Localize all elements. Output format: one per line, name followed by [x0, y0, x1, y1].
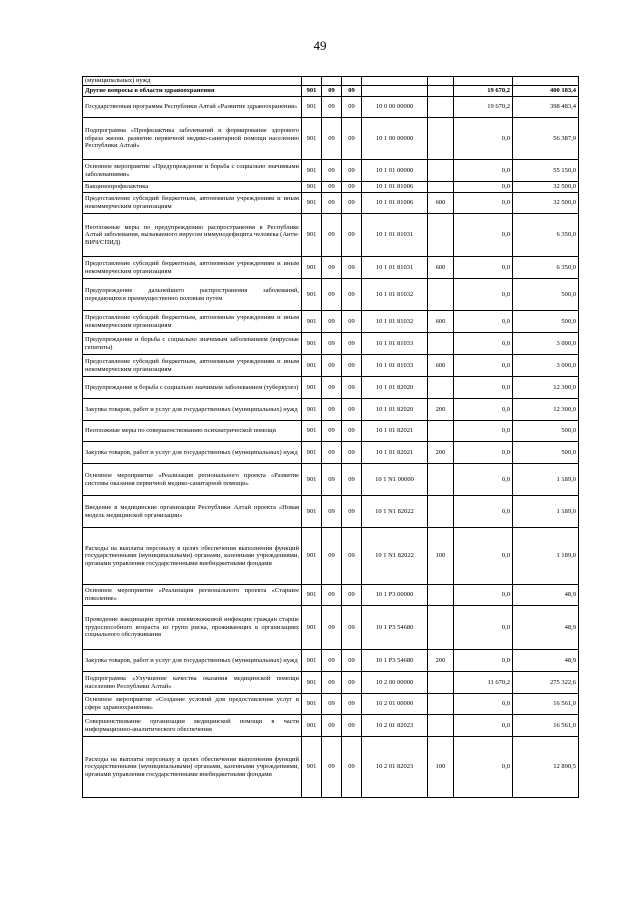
expense-type-cell: 600 — [428, 311, 454, 333]
subsection-code-cell: 09 — [342, 528, 362, 585]
target-article-cell: 10 1 01 81033 — [362, 333, 428, 355]
amount-first-cell: 0,0 — [454, 160, 513, 182]
subsection-code-cell: 09 — [342, 182, 362, 193]
admin-code-cell: 901 — [302, 496, 322, 528]
amount-first-cell: 0,0 — [454, 118, 513, 160]
target-article-cell: 10 2 00 00000 — [362, 672, 428, 694]
subsection-code-cell: 09 — [342, 585, 362, 606]
table-row — [83, 118, 579, 160]
row-name-cell: Подпрограмма «Профилактика заболеваний и формирование здорового образа жизни. развитие первичной медико-санитарной помощи населению Республики Алтай» — [83, 118, 302, 160]
section-code-cell: 09 — [322, 86, 342, 97]
admin-code-cell: 901 — [302, 160, 322, 182]
admin-code-cell: 901 — [302, 86, 322, 97]
amount-second-cell: 32 500,0 — [513, 193, 579, 214]
table-row — [83, 694, 579, 715]
target-article-cell: 10 1 N1 82022 — [362, 496, 428, 528]
expense-type-cell — [428, 694, 454, 715]
amount-first-cell: 11 670,2 — [454, 672, 513, 694]
amount-first-cell: 19 670,2 — [454, 97, 513, 118]
amount-second-cell: 398 483,4 — [513, 97, 579, 118]
amount-first-cell: 0,0 — [454, 214, 513, 257]
section-code-cell: 09 — [322, 160, 342, 182]
section-code-cell: 09 — [322, 257, 342, 279]
amount-first-cell: 0,0 — [454, 355, 513, 377]
row-name-cell: Закупка товаров, работ и услуг для государственных (муниципальных) нужд — [83, 650, 302, 672]
subsection-code-cell: 09 — [342, 399, 362, 421]
row-name-cell: Государственная программа Республики Алтай «Развитие здравоохранения» — [83, 97, 302, 118]
target-article-cell: 10 1 01 82021 — [362, 421, 428, 442]
row-name-cell: Основное мероприятие «Создание условий для предоставления услуг в сфере здравоохранения» — [83, 694, 302, 715]
section-code-cell: 09 — [322, 118, 342, 160]
row-name-cell: Предоставление субсидий бюджетным, автономным учреждениям и иным некоммерческим организациям — [83, 311, 302, 333]
target-article-cell: 10 1 01 82020 — [362, 377, 428, 399]
target-article-cell: 10 1 01 81032 — [362, 279, 428, 311]
section-code-cell: 09 — [322, 694, 342, 715]
amount-second-cell: 400 183,4 — [513, 86, 579, 97]
section-code-cell: 09 — [322, 496, 342, 528]
amount-second-cell — [513, 77, 579, 86]
amount-first-cell: 0,0 — [454, 257, 513, 279]
expense-type-cell — [428, 77, 454, 86]
subsection-code-cell: 09 — [342, 442, 362, 464]
expense-type-cell — [428, 97, 454, 118]
row-name-cell: Расходы на выплаты персоналу в целях обеспечения выполнения функций государственными (муниципальными) органами, казенными учреждениями, органами управления государственными внебюджетными фондами — [83, 528, 302, 585]
expense-type-cell — [428, 182, 454, 193]
row-name-cell: Предупреждение и борьба с социально значимым заболеванием (вирусные гепатиты) — [83, 333, 302, 355]
section-code-cell: 09 — [322, 377, 342, 399]
target-article-cell: 10 1 P3 54680 — [362, 606, 428, 650]
admin-code-cell: 901 — [302, 257, 322, 279]
section-code-cell: 09 — [322, 182, 342, 193]
amount-second-cell: 48,9 — [513, 585, 579, 606]
table-row — [83, 442, 579, 464]
target-article-cell: 10 1 01 82021 — [362, 442, 428, 464]
table-row — [83, 377, 579, 399]
row-name-cell: Основное мероприятие «Реализация регионального проекта «Развитие системы оказания первичной медико-санитарной помощи» — [83, 464, 302, 496]
amount-second-cell: 500,0 — [513, 311, 579, 333]
budget-table — [82, 76, 579, 798]
amount-second-cell: 12 300,0 — [513, 377, 579, 399]
target-article-cell: 10 1 01 81031 — [362, 214, 428, 257]
section-code-cell: 09 — [322, 421, 342, 442]
row-name-cell: Основное мероприятие «Реализация регионального проекта «Старшее поколение» — [83, 585, 302, 606]
admin-code-cell: 901 — [302, 694, 322, 715]
amount-first-cell — [454, 77, 513, 86]
table-row — [83, 86, 579, 97]
table-row — [83, 650, 579, 672]
expense-type-cell — [428, 606, 454, 650]
subsection-code-cell: 09 — [342, 311, 362, 333]
table-row — [83, 606, 579, 650]
amount-first-cell: 0,0 — [454, 279, 513, 311]
section-code-cell — [322, 77, 342, 86]
target-article-cell: 10 2 01 82023 — [362, 715, 428, 737]
expense-type-cell: 200 — [428, 650, 454, 672]
subsection-code-cell: 09 — [342, 355, 362, 377]
expense-type-cell: 600 — [428, 355, 454, 377]
table-row — [83, 77, 579, 86]
amount-first-cell: 0,0 — [454, 193, 513, 214]
table-row — [83, 182, 579, 193]
expense-type-cell: 600 — [428, 257, 454, 279]
table-row — [83, 214, 579, 257]
admin-code-cell: 901 — [302, 279, 322, 311]
section-code-cell: 09 — [322, 672, 342, 694]
section-code-cell: 09 — [322, 311, 342, 333]
target-article-cell: 10 1 N1 82022 — [362, 528, 428, 585]
admin-code-cell: 901 — [302, 715, 322, 737]
section-code-cell: 09 — [322, 442, 342, 464]
expense-type-cell — [428, 160, 454, 182]
amount-second-cell: 500,0 — [513, 421, 579, 442]
table-row — [83, 496, 579, 528]
section-code-cell: 09 — [322, 606, 342, 650]
expense-type-cell — [428, 214, 454, 257]
admin-code-cell: 901 — [302, 442, 322, 464]
target-article-cell: 10 1 N1 00000 — [362, 464, 428, 496]
amount-second-cell: 500,0 — [513, 279, 579, 311]
target-article-cell — [362, 77, 428, 86]
admin-code-cell: 901 — [302, 333, 322, 355]
table-row — [83, 464, 579, 496]
admin-code-cell: 901 — [302, 421, 322, 442]
table-row — [83, 279, 579, 311]
amount-first-cell: 0,0 — [454, 399, 513, 421]
table-row — [83, 737, 579, 798]
target-article-cell: 10 0 00 00000 — [362, 97, 428, 118]
amount-second-cell: 56 387,9 — [513, 118, 579, 160]
admin-code-cell — [302, 77, 322, 86]
amount-first-cell: 0,0 — [454, 650, 513, 672]
expense-type-cell — [428, 496, 454, 528]
target-article-cell: 10 1 01 81032 — [362, 311, 428, 333]
row-name-cell: Вакцинопрофилактика — [83, 182, 302, 193]
section-code-cell: 09 — [322, 214, 342, 257]
admin-code-cell: 901 — [302, 377, 322, 399]
admin-code-cell: 901 — [302, 193, 322, 214]
amount-second-cell: 55 150,0 — [513, 160, 579, 182]
amount-second-cell: 16 561,0 — [513, 694, 579, 715]
subsection-code-cell: 09 — [342, 193, 362, 214]
table-row — [83, 672, 579, 694]
row-name-cell: Закупка товаров, работ и услуг для государственных (муниципальных) нужд — [83, 442, 302, 464]
expense-type-cell — [428, 715, 454, 737]
admin-code-cell: 901 — [302, 585, 322, 606]
row-name-cell: Расходы на выплаты персоналу в целях обеспечения выполнения функций государственными (муниципальными) органами, казенными учреждениями, органами управления государственными внебюджетными фондами — [83, 737, 302, 798]
subsection-code-cell: 09 — [342, 279, 362, 311]
row-name-cell: Проведение вакцинации против пневмококковой инфекции граждан старше трудоспособного возраста из групп риска, проживающих в организациях социального обслуживания — [83, 606, 302, 650]
amount-second-cell: 6 350,0 — [513, 257, 579, 279]
amount-second-cell: 32 500,0 — [513, 182, 579, 193]
amount-first-cell: 0,0 — [454, 715, 513, 737]
table-row — [83, 715, 579, 737]
amount-first-cell: 0,0 — [454, 311, 513, 333]
section-code-cell: 09 — [322, 399, 342, 421]
expense-type-cell: 200 — [428, 442, 454, 464]
expense-type-cell: 100 — [428, 737, 454, 798]
expense-type-cell — [428, 118, 454, 160]
expense-type-cell — [428, 279, 454, 311]
subsection-code-cell: 09 — [342, 86, 362, 97]
table-row — [83, 97, 579, 118]
table-row — [83, 585, 579, 606]
amount-first-cell: 0,0 — [454, 694, 513, 715]
subsection-code-cell: 09 — [342, 214, 362, 257]
table-row — [83, 399, 579, 421]
section-code-cell: 09 — [322, 528, 342, 585]
section-code-cell: 09 — [322, 650, 342, 672]
amount-second-cell: 16 561,0 — [513, 715, 579, 737]
subsection-code-cell: 09 — [342, 650, 362, 672]
admin-code-cell: 901 — [302, 737, 322, 798]
subsection-code-cell — [342, 77, 362, 86]
section-code-cell: 09 — [322, 97, 342, 118]
table-row — [83, 311, 579, 333]
amount-first-cell: 0,0 — [454, 737, 513, 798]
row-name-cell: Введение в медицинские организации Республики Алтай проекта «Новая модель медицинской организации» — [83, 496, 302, 528]
subsection-code-cell: 09 — [342, 118, 362, 160]
subsection-code-cell: 09 — [342, 715, 362, 737]
expense-type-cell — [428, 86, 454, 97]
table-row — [83, 333, 579, 355]
row-name-cell: Предоставление субсидий бюджетным, автономным учреждениям и иным некоммерческим организациям — [83, 193, 302, 214]
section-code-cell: 09 — [322, 193, 342, 214]
target-article-cell: 10 2 01 00000 — [362, 694, 428, 715]
amount-second-cell: 12 890,5 — [513, 737, 579, 798]
amount-first-cell: 0,0 — [454, 585, 513, 606]
row-name-cell: Совершенствование организации медицинской помощи в части информационно-аналитического обеспечения — [83, 715, 302, 737]
expense-type-cell: 200 — [428, 399, 454, 421]
amount-first-cell: 19 670,2 — [454, 86, 513, 97]
admin-code-cell: 901 — [302, 355, 322, 377]
expense-type-cell — [428, 464, 454, 496]
amount-first-cell: 0,0 — [454, 442, 513, 464]
table-row — [83, 160, 579, 182]
expense-type-cell — [428, 333, 454, 355]
amount-first-cell: 0,0 — [454, 333, 513, 355]
expense-type-cell — [428, 672, 454, 694]
section-code-cell: 09 — [322, 355, 342, 377]
row-name-cell: Неотложные меры по предупреждению распространения в Республике Алтай заболевания, вызываемого вирусом иммунодефицита человека (Анти-ВИЧ/СПИД) — [83, 214, 302, 257]
table-row — [83, 355, 579, 377]
target-article-cell: 10 1 P3 54680 — [362, 650, 428, 672]
target-article-cell: 10 1 01 81006 — [362, 193, 428, 214]
table-row — [83, 528, 579, 585]
amount-second-cell: 1 189,0 — [513, 464, 579, 496]
admin-code-cell: 901 — [302, 182, 322, 193]
row-name-cell: Предупреждение дальнейшего распространения заболеваний, передающихся преимущественно половым путем — [83, 279, 302, 311]
expense-type-cell: 100 — [428, 528, 454, 585]
table-row — [83, 193, 579, 214]
amount-second-cell: 1 189,0 — [513, 496, 579, 528]
amount-first-cell: 0,0 — [454, 496, 513, 528]
section-code-cell: 09 — [322, 585, 342, 606]
amount-second-cell: 48,9 — [513, 650, 579, 672]
table-row — [83, 421, 579, 442]
subsection-code-cell: 09 — [342, 672, 362, 694]
amount-second-cell: 12 300,0 — [513, 399, 579, 421]
row-name-cell: Предоставление субсидий бюджетным, автономным учреждениям и иным некоммерческим организациям — [83, 257, 302, 279]
admin-code-cell: 901 — [302, 672, 322, 694]
admin-code-cell: 901 — [302, 97, 322, 118]
subsection-code-cell: 09 — [342, 333, 362, 355]
target-article-cell: 10 1 01 81033 — [362, 355, 428, 377]
row-name-cell: Основное мероприятие «Предупреждение и борьба с социально значимыми заболеваниями» — [83, 160, 302, 182]
target-article-cell: 10 1 00 00000 — [362, 118, 428, 160]
expense-type-cell — [428, 377, 454, 399]
row-name-cell: Подпрограмма «Улучшение качества оказания медицинской помощи населению Республики Алтай» — [83, 672, 302, 694]
admin-code-cell: 901 — [302, 118, 322, 160]
admin-code-cell: 901 — [302, 214, 322, 257]
row-name-cell: (муниципальных) нужд — [83, 77, 302, 86]
row-name-cell: Предупреждение и борьба с социально значимым заболеванием (туберкулез) — [83, 377, 302, 399]
table-row — [83, 257, 579, 279]
target-article-cell: 10 1 01 81006 — [362, 182, 428, 193]
amount-second-cell: 500,0 — [513, 442, 579, 464]
subsection-code-cell: 09 — [342, 606, 362, 650]
expense-type-cell — [428, 585, 454, 606]
subsection-code-cell: 09 — [342, 464, 362, 496]
target-article-cell: 10 1 01 82020 — [362, 399, 428, 421]
expense-type-cell — [428, 421, 454, 442]
section-code-cell: 09 — [322, 715, 342, 737]
row-name-cell: Закупка товаров, работ и услуг для государственных (муниципальных) нужд — [83, 399, 302, 421]
amount-second-cell: 3 000,0 — [513, 355, 579, 377]
section-code-cell: 09 — [322, 279, 342, 311]
amount-first-cell: 0,0 — [454, 182, 513, 193]
admin-code-cell: 901 — [302, 311, 322, 333]
subsection-code-cell: 09 — [342, 160, 362, 182]
expense-type-cell: 600 — [428, 193, 454, 214]
subsection-code-cell: 09 — [342, 377, 362, 399]
amount-second-cell: 1 189,0 — [513, 528, 579, 585]
amount-first-cell: 0,0 — [454, 421, 513, 442]
budget-table-body — [83, 77, 579, 798]
amount-second-cell: 275 322,6 — [513, 672, 579, 694]
subsection-code-cell: 09 — [342, 737, 362, 798]
subsection-code-cell: 09 — [342, 694, 362, 715]
amount-second-cell: 48,9 — [513, 606, 579, 650]
section-code-cell: 09 — [322, 737, 342, 798]
target-article-cell: 10 1 P3 00000 — [362, 585, 428, 606]
admin-code-cell: 901 — [302, 528, 322, 585]
subsection-code-cell: 09 — [342, 257, 362, 279]
admin-code-cell: 901 — [302, 650, 322, 672]
amount-first-cell: 0,0 — [454, 377, 513, 399]
amount-second-cell: 3 000,0 — [513, 333, 579, 355]
amount-first-cell: 0,0 — [454, 464, 513, 496]
subsection-code-cell: 09 — [342, 421, 362, 442]
section-code-cell: 09 — [322, 464, 342, 496]
target-article-cell — [362, 86, 428, 97]
amount-second-cell: 6 350,0 — [513, 214, 579, 257]
target-article-cell: 10 1 01 00000 — [362, 160, 428, 182]
row-name-cell: Неотложные меры по совершенствованию психиатрической помощи — [83, 421, 302, 442]
target-article-cell: 10 2 01 82023 — [362, 737, 428, 798]
amount-first-cell: 0,0 — [454, 606, 513, 650]
target-article-cell: 10 1 01 81031 — [362, 257, 428, 279]
admin-code-cell: 901 — [302, 464, 322, 496]
amount-first-cell: 0,0 — [454, 528, 513, 585]
row-name-cell: Другие вопросы в области здравоохранения — [83, 86, 302, 97]
subsection-code-cell: 09 — [342, 496, 362, 528]
subsection-code-cell: 09 — [342, 97, 362, 118]
section-code-cell: 09 — [322, 333, 342, 355]
page-number: 49 — [313, 38, 327, 53]
admin-code-cell: 901 — [302, 606, 322, 650]
row-name-cell: Предоставление субсидий бюджетным, автономным учреждениям и иным некоммерческим организациям — [83, 355, 302, 377]
admin-code-cell: 901 — [302, 399, 322, 421]
